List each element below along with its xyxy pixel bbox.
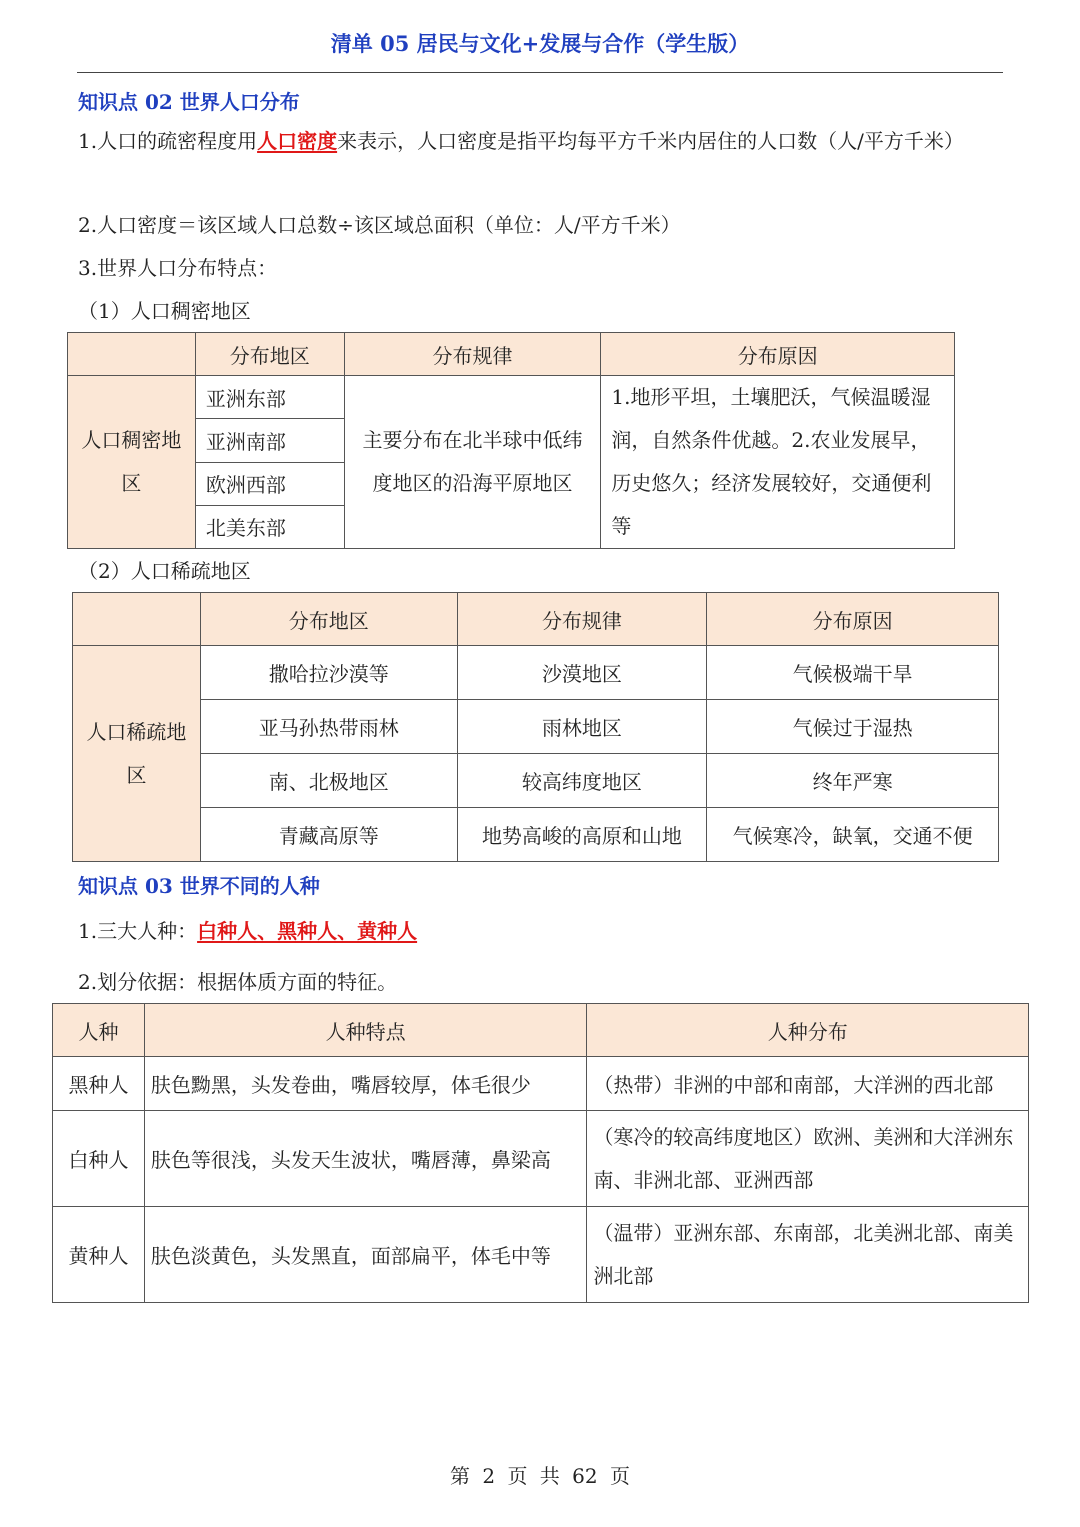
race-distribution: （温带）亚洲东部、东南部，北美洲北部、南美洲北部 xyxy=(587,1207,1029,1303)
sparse-reason: 气候寒冷，缺氧，交通不便 xyxy=(707,808,999,862)
dense-region: 北美东部 xyxy=(195,505,344,548)
dense-region: 亚洲南部 xyxy=(195,419,344,462)
kp03-p1-highlight: 白种人、黑种人、黄种人 xyxy=(197,919,418,943)
race-distribution: （热带）非洲的中部和南部，大洋洲的西北部 xyxy=(587,1057,1029,1111)
sparse-header-blank xyxy=(73,593,201,646)
kp02-p1-pre: 1.人口的疏密程度用 xyxy=(78,129,258,153)
sparse-header-region: 分布地区 xyxy=(200,593,457,646)
dense-population-table xyxy=(67,332,955,549)
kp02-paragraph-3: 3.世界人口分布特点： xyxy=(78,256,278,280)
sparse-reason: 气候过于湿热 xyxy=(707,700,999,754)
kp02-p1-post: 来表示，人口密度是指平均每平方千米内居住的人口数（人/平方千米） xyxy=(337,129,964,153)
sparse-population-table xyxy=(72,592,999,862)
dense-header-reason: 分布原因 xyxy=(601,333,955,376)
sparse-region: 亚马孙热带雨林 xyxy=(200,700,457,754)
sparse-reason: 终年严寒 xyxy=(707,754,999,808)
sparse-pattern: 雨林地区 xyxy=(457,700,707,754)
race-traits: 肤色黝黑，头发卷曲，嘴唇较厚，体毛很少 xyxy=(144,1057,587,1111)
page-header-title: 清单 05 居民与文化+发展与合作（学生版） xyxy=(330,31,750,56)
kp03-paragraph-1 xyxy=(78,910,417,952)
race-traits: 肤色淡黄色，头发黑直，面部扁平，体毛中等 xyxy=(144,1207,587,1303)
kp02-paragraph-2: 2.人口密度＝该区域人口总数÷该区域总面积（单位：人/平方千米） xyxy=(78,213,681,237)
kp02-subheading-sparse: （2）人口稀疏地区 xyxy=(78,559,251,583)
kp03-title: 知识点 03 世界不同的人种 xyxy=(78,874,320,898)
sparse-region: 南、北极地区 xyxy=(200,754,457,808)
race-header-dist: 人种分布 xyxy=(587,1004,1029,1057)
race-name: 黑种人 xyxy=(53,1057,145,1111)
dense-header-blank xyxy=(68,333,196,376)
sparse-pattern: 沙漠地区 xyxy=(457,646,707,700)
race-header-race: 人种 xyxy=(53,1004,145,1057)
sparse-region: 青藏高原等 xyxy=(200,808,457,862)
kp03-p1-pre: 1.三大人种： xyxy=(78,919,198,943)
dense-header-region: 分布地区 xyxy=(195,333,344,376)
sparse-reason: 气候极端干旱 xyxy=(707,646,999,700)
dense-row-label: 人口稠密地区 xyxy=(68,376,196,549)
kp02-paragraph-1 xyxy=(78,120,998,162)
page-footer: 第 2 页 共 62 页 xyxy=(450,1464,630,1488)
race-traits: 肤色等很浅，头发天生波状，嘴唇薄，鼻梁高 xyxy=(144,1111,587,1207)
header-divider xyxy=(77,72,1003,73)
race-header-traits: 人种特点 xyxy=(144,1004,587,1057)
dense-pattern: 主要分布在北半球中低纬度地区的沿海平原地区 xyxy=(344,376,601,549)
kp02-p1-highlight: 人口密度 xyxy=(257,129,338,153)
sparse-region: 撒哈拉沙漠等 xyxy=(200,646,457,700)
dense-region: 欧洲西部 xyxy=(195,462,344,505)
sparse-pattern: 地势高峻的高原和山地 xyxy=(457,808,707,862)
dense-region: 亚洲东部 xyxy=(195,376,344,419)
race-distribution: （寒冷的较高纬度地区）欧洲、美洲和大洋洲东南、非洲北部、亚洲西部 xyxy=(587,1111,1029,1207)
sparse-header-pattern: 分布规律 xyxy=(457,593,707,646)
dense-header-pattern: 分布规律 xyxy=(344,333,601,376)
dense-reason: 1.地形平坦，土壤肥沃，气候温暖湿润，自然条件优越。2.农业发展早，历史悠久；经济发展较好，交通便利等 xyxy=(601,376,955,549)
sparse-header-reason: 分布原因 xyxy=(707,593,999,646)
race-name: 黄种人 xyxy=(53,1207,145,1303)
kp02-subheading-dense: （1）人口稠密地区 xyxy=(78,299,251,323)
race-table xyxy=(52,1003,1029,1303)
kp03-paragraph-2: 2.划分依据：根据体质方面的特征。 xyxy=(78,970,398,994)
race-name: 白种人 xyxy=(53,1111,145,1207)
sparse-pattern: 较高纬度地区 xyxy=(457,754,707,808)
kp02-title: 知识点 02 世界人口分布 xyxy=(78,90,300,114)
sparse-row-label: 人口稀疏地区 xyxy=(73,646,201,862)
